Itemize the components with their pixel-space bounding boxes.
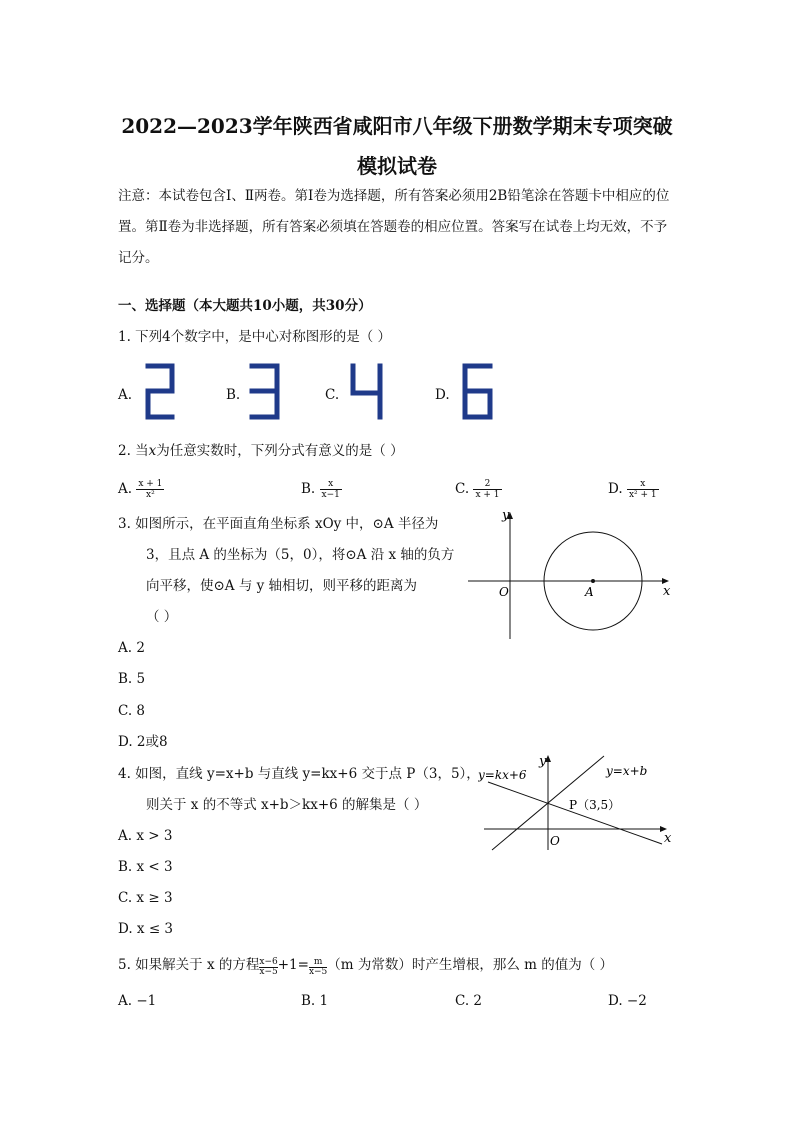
q3-stem-line3: 向平移，使⊙A 与 y 轴相切，则平移的距离为 — [146, 578, 418, 594]
q5-option-d: D. −2 — [608, 993, 647, 1009]
q2-option-d: D. $\frac{x}{\text{x² + 1}}$ — [608, 479, 657, 500]
q4-option-d: D. x ≤ 3 — [118, 921, 174, 937]
q4-y-label: y — [539, 754, 547, 769]
q3-point-a-label: A — [585, 585, 594, 599]
q3-stem-line4: （ ） — [146, 609, 178, 625]
page-title: 2022—2023学年陕西省咸阳市八年级下册数学期末专项突破 — [121, 114, 673, 138]
q2-option-a: A. $\frac{x + 1}{\text{x²}}$ — [118, 479, 163, 500]
q3-circle-figure — [460, 505, 680, 643]
q3-origin-label: O — [499, 585, 509, 599]
q2-option-b: B. $\frac{x}{x-1}$ — [301, 479, 340, 500]
q1-stem: 1. 下列4个数字中，是中心对称图形的是（ ） — [118, 329, 392, 345]
q4-point-p-label: P（3,5） — [569, 798, 621, 812]
q3-stem-line1: 3. 如图所示，在平面直角坐标系 xOy 中，⊙A 半径为 — [118, 516, 439, 532]
q4-line-kx6 — [488, 782, 662, 844]
page-subtitle: 模拟试卷 — [357, 154, 437, 178]
q3-y-label: y — [502, 508, 510, 523]
q1-option-c-label: C. — [325, 387, 340, 403]
q2-stem: 2. 当x为任意实数时，下列分式有意义的是（ ） — [118, 443, 404, 459]
q4-option-b: B. x < 3 — [118, 859, 173, 875]
q3-option-a: A. 2 — [118, 640, 145, 656]
q4-x-label: x — [664, 831, 672, 846]
q5-option-a: A. −1 — [118, 993, 157, 1009]
q1-option-d-label: D. — [435, 387, 450, 403]
q1-option-a-label: A. — [118, 387, 133, 403]
q4-stem-line2: 则关于 x 的不等式 x+b＞kx+6 的解集是（ ） — [146, 797, 428, 813]
q5-stem: 5. 如果解关于 x 的方程 $\frac{x-6}{x-5}$ +1= $\frac{m}{x-5}$ （m 为常数）时产生增根，那么 m 的值为（ ） — [118, 957, 614, 977]
q4-line-kx6-label: y=kx+6 — [478, 768, 527, 782]
q3-option-d: D. 2或8 — [118, 734, 168, 750]
q4-option-c: C. x ≥ 3 — [118, 890, 173, 906]
q5-option-b: B. 1 — [301, 993, 329, 1009]
q4-option-a: A. x > 3 — [118, 828, 173, 844]
q2-option-c: C. $\frac{2}{x + 1}$ — [455, 479, 500, 500]
digit-6-figure — [465, 366, 490, 417]
q4-stem-line1: 4. 如图，直线 y=x+b 与直线 y=kx+6 交于点 P（3，5）， — [118, 766, 480, 782]
q5-option-c: C. 2 — [455, 993, 483, 1009]
q4-line-xb-label: y=x+b — [606, 764, 648, 778]
digit-2-figure — [148, 366, 172, 417]
q4-lines-figure — [478, 752, 678, 852]
q3-x-label: x — [663, 584, 671, 599]
section-header-choice: 一、选择题（本大题共10小题，共30分） — [118, 298, 372, 314]
q3-stem-line2: 3，且点 A 的坐标为（5，0），将⊙A 沿 x 轴的负方 — [146, 547, 455, 563]
q3-center-point — [591, 579, 595, 583]
q3-option-c: C. 8 — [118, 703, 146, 719]
q1-digit-figures — [140, 360, 510, 426]
q3-option-b: B. 5 — [118, 671, 146, 687]
q1-option-b-label: B. — [226, 387, 241, 403]
notice-text: 注意：本试卷包含Ⅰ、Ⅱ两卷。第Ⅰ卷为选择题，所有答案必须用2B铅笔涂在答题卡中相应的位置。第Ⅱ卷为非选择题，所有答案必须填在答题卷的相应位置。答案写在试卷上均无效，不予记分。 — [118, 188, 670, 266]
digit-4-figure — [353, 366, 380, 393]
q4-origin-label: O — [550, 834, 560, 848]
